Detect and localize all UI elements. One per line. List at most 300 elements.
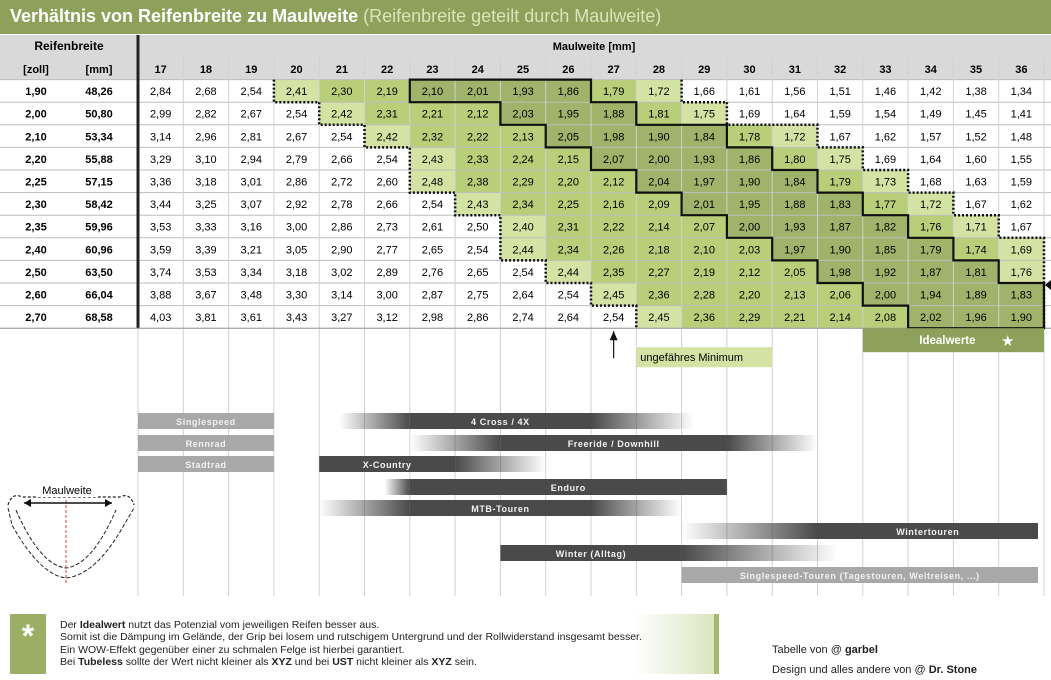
footer-line-2: Somit ist die Dämpung im Gelände, der Grip bei losem und rutschigem Untergrund und der Rollwiderstand insgesamt besser. bbox=[60, 631, 642, 644]
footer-l4-b: Tubeless bbox=[78, 656, 123, 669]
row-zoll-label: 2,70 bbox=[25, 312, 47, 325]
ratio-value: 2,64 bbox=[557, 312, 580, 325]
ratio-value: 2,40 bbox=[512, 221, 534, 234]
header-zoll: [zoll] bbox=[23, 64, 49, 76]
ratio-value: 1,69 bbox=[1010, 244, 1033, 257]
ratio-value: 1,54 bbox=[874, 108, 897, 121]
ratio-value: 2,19 bbox=[376, 86, 398, 99]
ratio-value: 2,90 bbox=[331, 244, 353, 257]
ratio-value: 2,54 bbox=[421, 199, 444, 212]
ratio-value: 3,48 bbox=[240, 289, 262, 302]
ratio-value: 2,06 bbox=[829, 289, 851, 302]
ratio-value: 2,21 bbox=[421, 108, 444, 121]
ratio-value: 2,10 bbox=[693, 244, 715, 257]
column-tick-label: 30 bbox=[743, 64, 756, 76]
ratio-value: 2,01 bbox=[693, 199, 715, 212]
minimum-label: ungefähres Minimum bbox=[640, 352, 744, 365]
header-mm: [mm] bbox=[85, 64, 113, 76]
ratio-value: 3,59 bbox=[149, 244, 172, 257]
ratio-value: 1,90 bbox=[1010, 312, 1033, 325]
page-title bbox=[10, 6, 661, 27]
row-zoll-label: 1,90 bbox=[25, 86, 47, 99]
ratio-value: 2,16 bbox=[602, 199, 625, 212]
maulweite-icon-label: Maulweite bbox=[42, 485, 92, 497]
ratio-value: 2,07 bbox=[602, 153, 625, 166]
credit-design-author: Dr. Stone bbox=[928, 664, 978, 676]
usage-bar-fade-out bbox=[591, 500, 682, 516]
ratio-value: 1,94 bbox=[920, 289, 942, 302]
column-tick-label: 20 bbox=[290, 64, 303, 76]
ratio-value: 1,67 bbox=[1010, 221, 1033, 234]
row-marker-icon bbox=[1045, 280, 1051, 290]
ratio-value: 2,76 bbox=[421, 266, 444, 279]
ratio-value: 1,88 bbox=[784, 199, 806, 212]
ratio-value: 3,29 bbox=[149, 153, 172, 166]
ratio-value: 1,95 bbox=[738, 199, 761, 212]
row-zoll-label: 2,30 bbox=[25, 199, 47, 212]
ratio-value: 1,97 bbox=[784, 244, 806, 257]
ratio-value: 1,66 bbox=[693, 86, 715, 99]
usage-bar-fade-in bbox=[319, 500, 410, 516]
footer-l4-g: nicht kleiner als bbox=[353, 656, 432, 669]
ratio-value: 2,03 bbox=[512, 108, 534, 121]
ratio-value: 2,12 bbox=[738, 266, 761, 279]
column-tick-label: 23 bbox=[426, 64, 439, 76]
ratio-value: 2,99 bbox=[149, 108, 172, 121]
usage-bar-fade-in bbox=[410, 435, 501, 451]
ratio-value: 2,28 bbox=[693, 289, 715, 302]
usage-bar-label: Wintertouren bbox=[896, 527, 960, 537]
credit-table-pre: Tabelle von @ bbox=[772, 644, 845, 656]
row-mm-label: 60,96 bbox=[85, 244, 113, 257]
ratio-value: 2,10 bbox=[421, 86, 444, 99]
row-zoll-label: 2,50 bbox=[25, 266, 47, 279]
ratio-value: 1,64 bbox=[784, 108, 806, 121]
title-main: Verhältnis von Reifenbreite zu Maulweite bbox=[10, 6, 359, 26]
ratio-value: 1,67 bbox=[965, 199, 987, 212]
ratio-value: 2,13 bbox=[512, 131, 534, 144]
usage-bar-fade-out bbox=[455, 456, 546, 472]
ratio-value: 1,88 bbox=[602, 108, 625, 121]
ratio-value: 2,67 bbox=[285, 131, 308, 144]
credit-table bbox=[772, 640, 977, 660]
ratio-value: 2,00 bbox=[738, 221, 761, 234]
footer-notes bbox=[46, 614, 719, 674]
ratio-value: 1,64 bbox=[920, 153, 942, 166]
ratio-value: 3,21 bbox=[240, 244, 262, 257]
ratio-value: 2,36 bbox=[693, 312, 715, 325]
ratio-value: 2,13 bbox=[784, 289, 806, 302]
row-zoll-label: 2,35 bbox=[25, 221, 47, 234]
column-tick-label: 34 bbox=[924, 64, 937, 76]
credit-design-pre: Design und alles andere von @ bbox=[772, 664, 929, 676]
idealwerte-label: Idealwerte bbox=[919, 335, 976, 348]
ratio-value: 1,77 bbox=[874, 199, 897, 212]
ratio-value: 3,14 bbox=[149, 131, 172, 144]
ratio-value: 2,38 bbox=[467, 176, 489, 189]
ratio-value: 2,05 bbox=[557, 131, 580, 144]
ratio-value: 1,98 bbox=[602, 131, 625, 144]
ratio-value: 2,65 bbox=[467, 266, 489, 279]
header-reifenbreite: Reifenbreite bbox=[34, 39, 104, 53]
ratio-value: 3,18 bbox=[195, 176, 217, 189]
ratio-value: 3,07 bbox=[240, 199, 262, 212]
ratio-value: 1,59 bbox=[1010, 176, 1033, 189]
ratio-value: 2,54 bbox=[240, 86, 262, 99]
title-sub: (Reifenbreite geteilt durch Maulweite) bbox=[363, 6, 662, 26]
ratio-value: 1,84 bbox=[693, 131, 715, 144]
row-mm-label: 57,15 bbox=[85, 176, 113, 189]
ratio-value: 2,54 bbox=[512, 266, 534, 279]
ratio-value: 2,07 bbox=[693, 221, 715, 234]
ratio-value: 2,00 bbox=[648, 153, 670, 166]
ratio-value: 1,61 bbox=[738, 86, 761, 99]
footer-line-4 bbox=[60, 656, 642, 668]
ratio-value: 1,67 bbox=[829, 131, 851, 144]
ratio-value: 1,79 bbox=[920, 244, 942, 257]
ratio-value: 2,27 bbox=[648, 266, 670, 279]
ratio-value: 2,20 bbox=[738, 289, 761, 302]
ratio-value: 2,43 bbox=[421, 153, 444, 166]
ratio-value: 2,45 bbox=[648, 312, 670, 325]
ratio-value: 1,60 bbox=[965, 153, 987, 166]
ratio-value: 1,72 bbox=[920, 199, 942, 212]
column-tick-label: 26 bbox=[562, 64, 575, 76]
ratio-value: 1,87 bbox=[829, 221, 851, 234]
ratio-value: 2,65 bbox=[421, 244, 444, 257]
ratio-value: 2,12 bbox=[467, 108, 489, 121]
ratio-value: 1,69 bbox=[738, 108, 761, 121]
ratio-value: 2,64 bbox=[512, 289, 534, 302]
column-tick-label: 29 bbox=[698, 64, 711, 76]
ratio-value: 2,33 bbox=[467, 153, 489, 166]
rim-inner-profile bbox=[16, 510, 116, 568]
usage-bar-label: X-Country bbox=[362, 460, 412, 470]
ratio-value: 2,30 bbox=[331, 86, 353, 99]
ratio-value: 2,26 bbox=[602, 244, 625, 257]
ratio-value: 2,66 bbox=[331, 153, 353, 166]
ratio-value: 2,48 bbox=[421, 176, 444, 189]
ratio-value: 1,81 bbox=[965, 266, 987, 279]
ratio-value: 2,68 bbox=[195, 86, 217, 99]
ratio-value: 2,54 bbox=[467, 244, 489, 257]
row-zoll-label: 2,40 bbox=[25, 244, 47, 257]
column-tick-label: 36 bbox=[1015, 64, 1028, 76]
ratio-value: 1,90 bbox=[648, 131, 670, 144]
column-tick-label: 27 bbox=[607, 64, 620, 76]
ratio-value: 1,46 bbox=[874, 86, 897, 99]
ratio-value: 1,72 bbox=[784, 131, 806, 144]
usage-bar-fade-out bbox=[727, 435, 818, 451]
rim-profile-icon bbox=[8, 508, 134, 578]
usage-bar-fade-in bbox=[385, 479, 410, 495]
ratio-value: 2,60 bbox=[376, 176, 398, 189]
ratio-value: 3,74 bbox=[149, 266, 172, 279]
ratio-value: 1,79 bbox=[602, 86, 625, 99]
ratio-value: 1,93 bbox=[784, 221, 806, 234]
ratio-value: 2,96 bbox=[195, 131, 217, 144]
usage-bar-label: Enduro bbox=[550, 483, 586, 493]
column-tick-label: 17 bbox=[154, 64, 167, 76]
ratio-value: 1,76 bbox=[1010, 266, 1033, 279]
ratio-value: 2,54 bbox=[557, 289, 580, 302]
ratio-value: 3,88 bbox=[149, 289, 172, 302]
footer-l4-e: und bei bbox=[291, 656, 333, 669]
ratio-value: 3,33 bbox=[195, 221, 217, 234]
row-mm-label: 55,88 bbox=[85, 153, 113, 166]
ratio-value: 1,41 bbox=[1010, 108, 1033, 121]
ratio-value: 2,54 bbox=[285, 108, 308, 121]
ratio-value: 1,75 bbox=[829, 153, 851, 166]
ratio-value: 1,45 bbox=[965, 108, 987, 121]
ratio-value: 3,81 bbox=[195, 312, 217, 325]
ratio-value: 2,82 bbox=[195, 108, 217, 121]
ratio-value: 1,56 bbox=[784, 86, 806, 99]
ratio-value: 2,73 bbox=[376, 221, 398, 234]
ratio-value: 1,97 bbox=[693, 176, 715, 189]
ratio-value: 3,53 bbox=[149, 221, 172, 234]
ratio-value: 3,44 bbox=[149, 199, 172, 212]
footer-l4-f: UST bbox=[332, 656, 354, 669]
usage-bar-label: Stadtrad bbox=[185, 460, 227, 470]
ratio-value: 1,93 bbox=[512, 86, 534, 99]
row-zoll-label: 2,25 bbox=[25, 176, 47, 189]
ratio-value: 1,69 bbox=[874, 153, 897, 166]
ratio-value: 1,42 bbox=[920, 86, 942, 99]
column-tick-label: 18 bbox=[199, 64, 213, 76]
ratio-value: 2,44 bbox=[512, 244, 534, 257]
ratio-value: 2,54 bbox=[331, 131, 353, 144]
ratio-value: 1,86 bbox=[557, 86, 580, 99]
ratio-value: 1,51 bbox=[829, 86, 851, 99]
usage-bar-label: Winter (Alltag) bbox=[555, 549, 627, 559]
footer-l1-bold: Idealwert bbox=[79, 619, 126, 631]
title-bar bbox=[0, 0, 1051, 34]
ratio-value: 2,31 bbox=[557, 221, 580, 234]
ratio-value: 2,42 bbox=[331, 108, 353, 121]
footer-line-1 bbox=[60, 619, 642, 631]
ratio-value: 3,05 bbox=[285, 244, 308, 257]
ratio-value: 1,96 bbox=[965, 312, 987, 325]
usage-bar-label: Freeride / Downhill bbox=[567, 439, 660, 449]
ratio-value: 2,78 bbox=[331, 199, 353, 212]
ratio-value: 2,02 bbox=[920, 312, 942, 325]
idealwerte-star-icon: ★ bbox=[1001, 333, 1015, 351]
ratio-value: 3,53 bbox=[195, 266, 217, 279]
usage-bar-label: Rennrad bbox=[185, 439, 227, 449]
ratio-value: 1,38 bbox=[965, 86, 987, 99]
ratio-value: 1,62 bbox=[874, 131, 897, 144]
ratio-value: 2,75 bbox=[467, 289, 489, 302]
ratio-value: 4,03 bbox=[149, 312, 172, 325]
ratio-value: 1,85 bbox=[874, 244, 897, 257]
usage-bar-label: Singlespeed-Touren (Tagestouren, Weltreisen, ...) bbox=[739, 571, 980, 581]
footer-l4-c: sollte der Wert nicht kleiner als bbox=[122, 656, 272, 669]
ratio-value: 2,89 bbox=[376, 266, 398, 279]
ratio-value: 2,72 bbox=[331, 176, 353, 189]
footer-l1-pre: Der bbox=[60, 619, 80, 631]
ratio-value: 3,00 bbox=[376, 289, 398, 302]
ratio-value: 1,89 bbox=[965, 289, 987, 302]
ratio-value: 1,82 bbox=[874, 221, 897, 234]
ratio-value: 2,74 bbox=[512, 312, 534, 325]
row-zoll-label: 2,20 bbox=[25, 153, 47, 166]
column-tick-label: 22 bbox=[381, 64, 394, 76]
ratio-value: 2,29 bbox=[512, 176, 534, 189]
ratio-value: 3,12 bbox=[376, 312, 398, 325]
footer-l4-d: XYZ bbox=[271, 656, 292, 669]
column-tick-label: 28 bbox=[652, 64, 666, 76]
ratio-value: 2,87 bbox=[421, 289, 444, 302]
ratio-value: 2,22 bbox=[602, 221, 625, 234]
ratio-value: 1,48 bbox=[1010, 131, 1033, 144]
row-zoll-label: 2,00 bbox=[25, 108, 47, 121]
ratio-value: 2,22 bbox=[467, 131, 489, 144]
ratio-value: 3,01 bbox=[240, 176, 262, 189]
ratio-value: 2,25 bbox=[557, 199, 580, 212]
ratio-value: 2,79 bbox=[285, 153, 308, 166]
column-tick-label: 24 bbox=[471, 64, 484, 76]
ratio-value: 3,30 bbox=[285, 289, 308, 302]
ratio-value: 2,14 bbox=[648, 221, 670, 234]
row-mm-label: 58,42 bbox=[85, 199, 113, 212]
ratio-value: 1,72 bbox=[648, 86, 670, 99]
ratio-value: 1,86 bbox=[738, 153, 761, 166]
ratio-value: 2,86 bbox=[467, 312, 489, 325]
ratio-value: 2,45 bbox=[602, 289, 625, 302]
ratio-value: 1,90 bbox=[829, 244, 851, 257]
ratio-value: 2,34 bbox=[512, 199, 534, 212]
ratio-value: 1,49 bbox=[920, 108, 942, 121]
ratio-value: 3,36 bbox=[149, 176, 172, 189]
minimum-arrow-head bbox=[610, 331, 618, 340]
ratio-value: 2,24 bbox=[512, 153, 534, 166]
ratio-value: 1,87 bbox=[920, 266, 942, 279]
ratio-value: 1,52 bbox=[965, 131, 987, 144]
header-row-maulweite bbox=[0, 35, 1051, 57]
ratio-value: 2,21 bbox=[784, 312, 806, 325]
row-mm-label: 59,96 bbox=[85, 221, 113, 234]
ratio-value: 2,31 bbox=[376, 108, 398, 121]
usage-bar-label: 4 Cross / 4X bbox=[471, 417, 530, 427]
usage-bar-label: MTB-Touren bbox=[471, 504, 530, 514]
column-tick-label: 25 bbox=[516, 64, 530, 76]
ratio-value: 2,50 bbox=[467, 221, 489, 234]
footer-text bbox=[60, 619, 642, 669]
ratio-value: 3,00 bbox=[285, 221, 308, 234]
ratio-value: 3,18 bbox=[285, 266, 308, 279]
ratio-value: 1,93 bbox=[693, 153, 715, 166]
ratio-value: 3,10 bbox=[195, 153, 217, 166]
ratio-value: 2,01 bbox=[467, 86, 489, 99]
idealwert-star-icon: * bbox=[10, 614, 46, 674]
ratio-value: 2,66 bbox=[376, 199, 398, 212]
ratio-value: 3,16 bbox=[240, 221, 262, 234]
ratio-value: 1,76 bbox=[920, 221, 942, 234]
ratio-value: 2,54 bbox=[602, 312, 625, 325]
ratio-value: 2,08 bbox=[874, 312, 897, 325]
ratio-value: 2,81 bbox=[240, 131, 262, 144]
ratio-value: 1,75 bbox=[693, 108, 715, 121]
usage-bar-label: Singlespeed bbox=[176, 417, 236, 427]
footer-l4-h: XYZ bbox=[431, 656, 452, 669]
ratio-value: 3,43 bbox=[285, 312, 308, 325]
ratio-value: 2,44 bbox=[557, 266, 580, 279]
ratio-value: 1,68 bbox=[920, 176, 942, 189]
ratio-value: 1,78 bbox=[738, 131, 761, 144]
ratio-value: 2,05 bbox=[784, 266, 806, 279]
ratio-value: 2,77 bbox=[376, 244, 398, 257]
ratio-value: 2,12 bbox=[602, 176, 625, 189]
ratio-value: 2,19 bbox=[693, 266, 715, 279]
ratio-value: 2,03 bbox=[738, 244, 761, 257]
ratio-value: 3,34 bbox=[240, 266, 262, 279]
ratio-value: 3,14 bbox=[331, 289, 353, 302]
maulweite-arrow-right-icon bbox=[105, 499, 112, 507]
column-tick-label: 19 bbox=[245, 64, 258, 76]
ratio-value: 1,81 bbox=[648, 108, 670, 121]
ratio-value: 2,43 bbox=[467, 199, 489, 212]
ratio-value: 2,54 bbox=[376, 153, 398, 166]
footer-l1-post: nutzt das Potenzial vom jeweiligen Reifen besser aus. bbox=[125, 619, 380, 631]
ratio-value: 3,27 bbox=[331, 312, 353, 325]
column-tick-label: 31 bbox=[788, 64, 801, 76]
ratio-value: 3,39 bbox=[195, 244, 217, 257]
ratio-value: 2,34 bbox=[557, 244, 580, 257]
ratio-value: 1,83 bbox=[829, 199, 851, 212]
ratio-value: 2,67 bbox=[240, 108, 262, 121]
credit-design bbox=[772, 660, 977, 680]
ratio-value: 1,74 bbox=[965, 244, 987, 257]
ratio-value: 1,73 bbox=[874, 176, 897, 189]
row-zoll-label: 2,60 bbox=[25, 289, 47, 302]
column-tick-label: 33 bbox=[879, 64, 892, 76]
ratio-value: 2,00 bbox=[874, 289, 897, 302]
row-mm-label: 48,26 bbox=[85, 86, 113, 99]
usage-bar-fade-out bbox=[682, 545, 838, 561]
ratio-value: 2,86 bbox=[331, 221, 353, 234]
ratio-value: 2,36 bbox=[648, 289, 670, 302]
footer-l4-a: Bei bbox=[60, 656, 79, 669]
ratio-value: 1,80 bbox=[784, 153, 806, 166]
ratio-value: 1,71 bbox=[965, 221, 987, 234]
ratio-value: 2,20 bbox=[557, 176, 580, 189]
row-mm-label: 53,34 bbox=[85, 131, 113, 144]
usage-bar-fade-in bbox=[682, 523, 818, 539]
ratio-value: 2,41 bbox=[285, 86, 308, 99]
ratio-value: 2,32 bbox=[421, 131, 444, 144]
footer-l4-i: sein. bbox=[451, 656, 477, 669]
row-mm-label: 66,04 bbox=[85, 289, 113, 302]
ratio-value: 1,62 bbox=[1010, 199, 1033, 212]
row-mm-label: 63,50 bbox=[85, 266, 113, 279]
usage-bar-fade-out bbox=[591, 413, 694, 429]
ratio-value: 3,25 bbox=[195, 199, 217, 212]
ratio-value: 3,02 bbox=[331, 266, 353, 279]
ratio-value: 2,35 bbox=[602, 266, 625, 279]
ratio-value: 3,61 bbox=[240, 312, 262, 325]
ratio-value: 1,90 bbox=[738, 176, 761, 189]
ratio-value: 1,57 bbox=[920, 131, 942, 144]
ratio-value: 2,15 bbox=[557, 153, 580, 166]
header-maulweite: Maulweite [mm] bbox=[552, 41, 636, 53]
ratio-value: 2,92 bbox=[285, 199, 308, 212]
ratio-value: 1,63 bbox=[965, 176, 987, 189]
ratio-value: 1,98 bbox=[829, 266, 851, 279]
ratio-value: 2,98 bbox=[421, 312, 444, 325]
footer-line-3: Ein WOW-Effekt gegenüber einer zu schmalen Felge ist hierbei garantiert. bbox=[60, 643, 405, 656]
ratio-value: 2,61 bbox=[421, 221, 444, 234]
